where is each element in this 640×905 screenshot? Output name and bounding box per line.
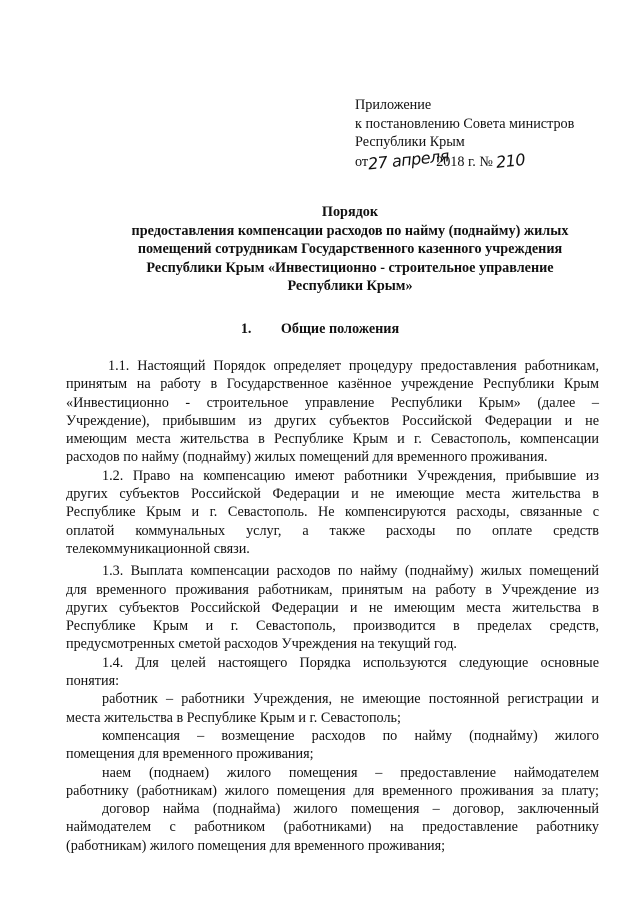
title-line: предоставления компенсации расходов по найму (поднайму) жилых xyxy=(131,222,569,239)
paragraph-line: расходов по найму (поднайму) жилых помещений для временного проживания. xyxy=(66,449,548,466)
date-prefix: от xyxy=(355,153,369,170)
title-line: Республики Крым «Инвестиционно - строительное управление xyxy=(146,259,554,276)
year-number-label: 2018 г. № xyxy=(436,153,493,170)
paragraph-line: работнику (работникам) жилого помещения для временного проживания за плату; xyxy=(66,782,599,799)
paragraph-line: работник – работники Учреждения, не имеющие постоянной регистрации и xyxy=(102,691,599,708)
section-title: Общие положения xyxy=(280,321,400,337)
paragraph-line: 1.4. Для целей настоящего Порядка используются следующие основные xyxy=(102,654,599,671)
body-text xyxy=(66,357,599,855)
paragraph-line: наем (поднаем) жилого помещения – предоставление наймодателем xyxy=(102,764,599,781)
appendix-block xyxy=(355,96,575,174)
paragraph-line: Республике Крым и г. Севастополь. Не компенсируются расходы, связанные с xyxy=(66,504,599,521)
paragraph-line: наймодателем с работником (работниками) на предоставление работнику xyxy=(66,819,599,836)
paragraph-line: для временного проживания работникам, принятым на работу в Учреждение из xyxy=(66,581,599,598)
handwritten-number: 210 xyxy=(495,149,527,172)
paragraph-line: Республике Крым и г. Севастополь, производится в пределах средств, xyxy=(66,618,599,635)
paragraph-line: 1.1. Настоящий Порядок определяет процедуру предоставления работникам, xyxy=(108,358,599,374)
paragraph-line: оплатой коммунальных услуг, а также расходы по оплате средств xyxy=(66,522,599,539)
paragraph-line: понятия: xyxy=(66,673,120,690)
paragraph-line: компенсация – возмещение расходов по найму (поднайму) жилого xyxy=(102,727,599,744)
appendix-date-line xyxy=(355,145,574,174)
appendix-resolution: к постановлению Совета министров xyxy=(355,115,575,132)
paragraph-line: места жительства в Республике Крым и г. Севастополь; xyxy=(66,709,401,726)
appendix-republic: Республики Крым xyxy=(355,134,465,150)
appendix-label: Приложение xyxy=(355,97,432,113)
paragraph-line: других субъектов Российской Федерации и не имеющим места жительства в xyxy=(66,599,599,616)
paragraph-line: предусмотренных сметой расходов Учреждения на текущий год. xyxy=(66,636,457,653)
paragraph-line: телекоммуникационной связи. xyxy=(66,540,250,557)
section-heading xyxy=(0,321,640,338)
paragraph-line: принятым на работу в Государственное казённое учреждение Республики Крым xyxy=(66,376,599,393)
document-title xyxy=(60,203,640,296)
title-line: Республики Крым» xyxy=(287,278,413,295)
paragraph-line: имеющим места жительства в Республике Крым и г. Севастополь, компенсации xyxy=(66,431,599,448)
section-number: 1. xyxy=(240,321,252,337)
paragraph-line: «Инвестиционно - строительное управление Республики Крым» (далее – xyxy=(66,394,599,411)
paragraph-line: других субъектов Российской Федерации и не имеющие места жительства в xyxy=(66,486,599,503)
title-line: Порядок xyxy=(321,204,379,220)
paragraph-line: договор найма (поднайма) жилого помещения – договор, заключенный xyxy=(102,801,599,818)
paragraph-line: Учреждение), прибывшим из других субъектов Российской Федерации и не xyxy=(66,412,599,429)
paragraph-line: 1.2. Право на компенсацию имеют работники Учреждения, прибывшие из xyxy=(102,467,599,484)
paragraph-line: 1.3. Выплата компенсации расходов по найму (поднайму) жилых помещений xyxy=(102,563,599,580)
handwritten-date: 27 апреля xyxy=(367,145,450,174)
paragraph-line: помещения для временного проживания; xyxy=(66,746,314,763)
title-line: помещений сотрудникам Государственного казенного учреждения xyxy=(137,241,563,258)
paragraph-line: (работникам) жилого помещения для временного проживания; xyxy=(66,837,446,854)
